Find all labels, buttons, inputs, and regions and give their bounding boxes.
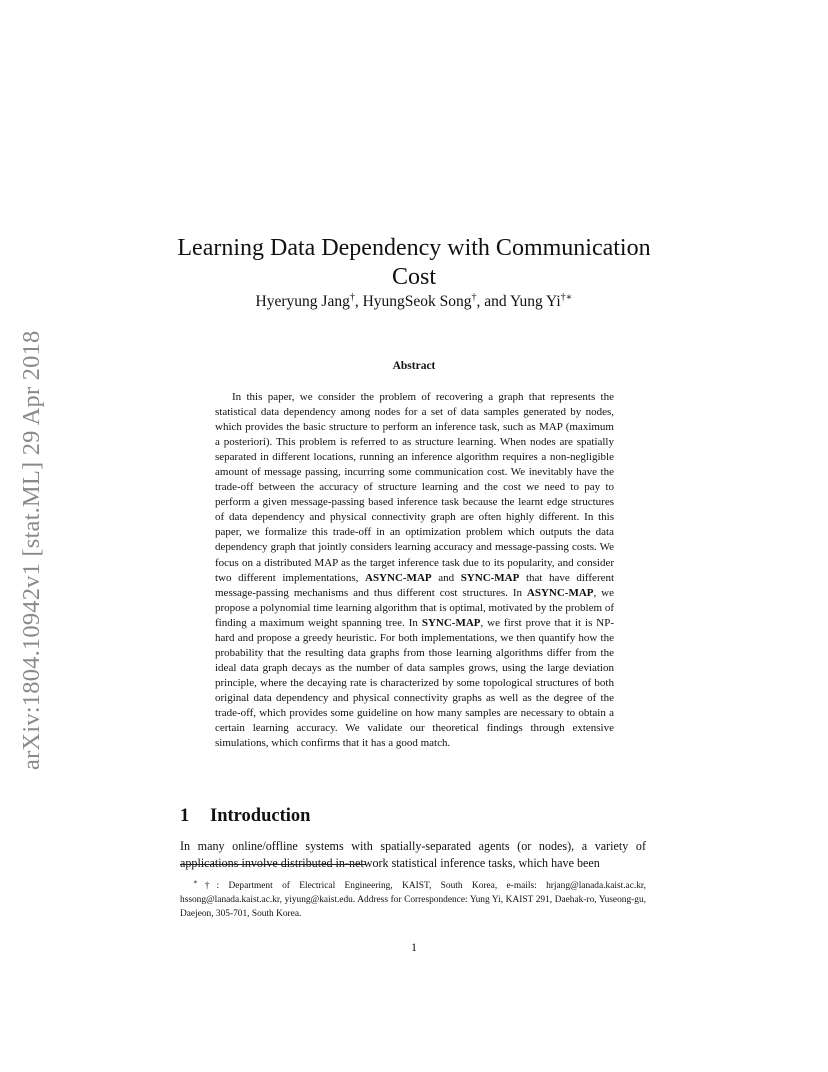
footnote-mark: ∗ bbox=[193, 878, 198, 887]
author-3: Yung Yi bbox=[509, 293, 561, 311]
author-2: HyungSeok Song bbox=[362, 293, 472, 311]
abstract-part: , we first prove that it is NP-hard and propose a greedy heuristic. For both implementations, we then quantify how the probability that the resulting data graphs from those learning algorithms differ from the ideal data graph decays as the number of data samples grows, using the large deviation principle, where the decaying rate is characterized by some topological structures of both original data dependency and physical connectivity graphs as well as the degree of the trade-off, which provides some guideline on how many samples are necessary to obtain a certain learning accuracy. We validate our theoretical findings through extensive simulations, which confirms that it has a good match. bbox=[215, 616, 615, 750]
introduction-text: In many online/offline systems with spatially-separated agents (or nodes), a variety of applications involve distributed in-network statistical inference tasks, which have been bbox=[180, 839, 646, 870]
author-2-mark: † bbox=[471, 292, 477, 303]
author-separator: , and bbox=[476, 293, 510, 311]
title-line-2: Cost bbox=[391, 264, 436, 291]
author-1-mark: † bbox=[349, 292, 355, 303]
method-name: ASYNC-MAP bbox=[365, 571, 432, 584]
title-line-1: Learning Data Dependency with Communication bbox=[177, 235, 651, 262]
method-name: SYNC-MAP bbox=[460, 571, 520, 584]
author-1: Hyeryung Jang bbox=[255, 293, 350, 311]
footnote-text: †: Department of Electrical Engineering, KAIST, South Korea, e-mails: hrjang@lanada.kaist.ac.kr, hssong@lanada.kaist.ac.kr, yiyung@kaist.edu. Address for Correspondence: Yung Yi, KAIST 291, Daehak-ro, Yuseong-gu, Daejeon, 305-701, South Korea. bbox=[180, 881, 646, 919]
abstract-text bbox=[215, 390, 614, 751]
abstract-part: , we propose a polynomial time learning algorithm that is optimal, motivated by the problem of finding a maximum weight spanning tree. In bbox=[215, 586, 615, 629]
abstract-part: In this paper, we consider the problem of recovering a graph that represents the statistical data dependency among nodes for a set of data samples generated by nodes, which provides the basic structure to perform an inference task, such as MAP (maximum a posteriori). This problem is referred to as structure learning. When nodes are spatially separated in different locations, running an inference algorithm requires a non-negligible amount of message passing, incurring some communication cost. We inevitably have the trade-off between the accuracy of structure learning and the cost we need to pay to perform a given message-passing based inference task because the learnt edge structures of data dependency and physical connectivity graph are often highly different. In this paper, we formalize this trade-off in an optimization problem which outputs the data dependency graph that jointly considers learning accuracy and message-passing costs. We focus on a distributed MAP as the target inference task due to its popularity, and consider two different implementations, bbox=[215, 391, 614, 584]
author-3-mark: †∗ bbox=[560, 292, 573, 303]
method-name: ASYNC-MAP bbox=[526, 586, 594, 599]
section-heading bbox=[180, 806, 310, 827]
author-separator: , bbox=[354, 293, 363, 311]
paper-title bbox=[0, 234, 828, 292]
footnote-rule bbox=[180, 864, 366, 865]
abstract-part: and bbox=[438, 571, 455, 584]
arxiv-stamp: arXiv:1804.10942v1 [stat.ML] 29 Apr 2018 bbox=[18, 330, 45, 770]
method-name: SYNC-MAP bbox=[421, 616, 481, 629]
abstract-heading: Abstract bbox=[392, 360, 436, 372]
footnote bbox=[180, 876, 646, 921]
abstract-part: that have different message-passing mechanisms and thus different cost structures. In bbox=[215, 571, 615, 599]
section-number: 1 bbox=[180, 806, 190, 827]
section-title: Introduction bbox=[210, 806, 311, 827]
author-list bbox=[0, 292, 828, 311]
page-number: 1 bbox=[411, 940, 417, 954]
